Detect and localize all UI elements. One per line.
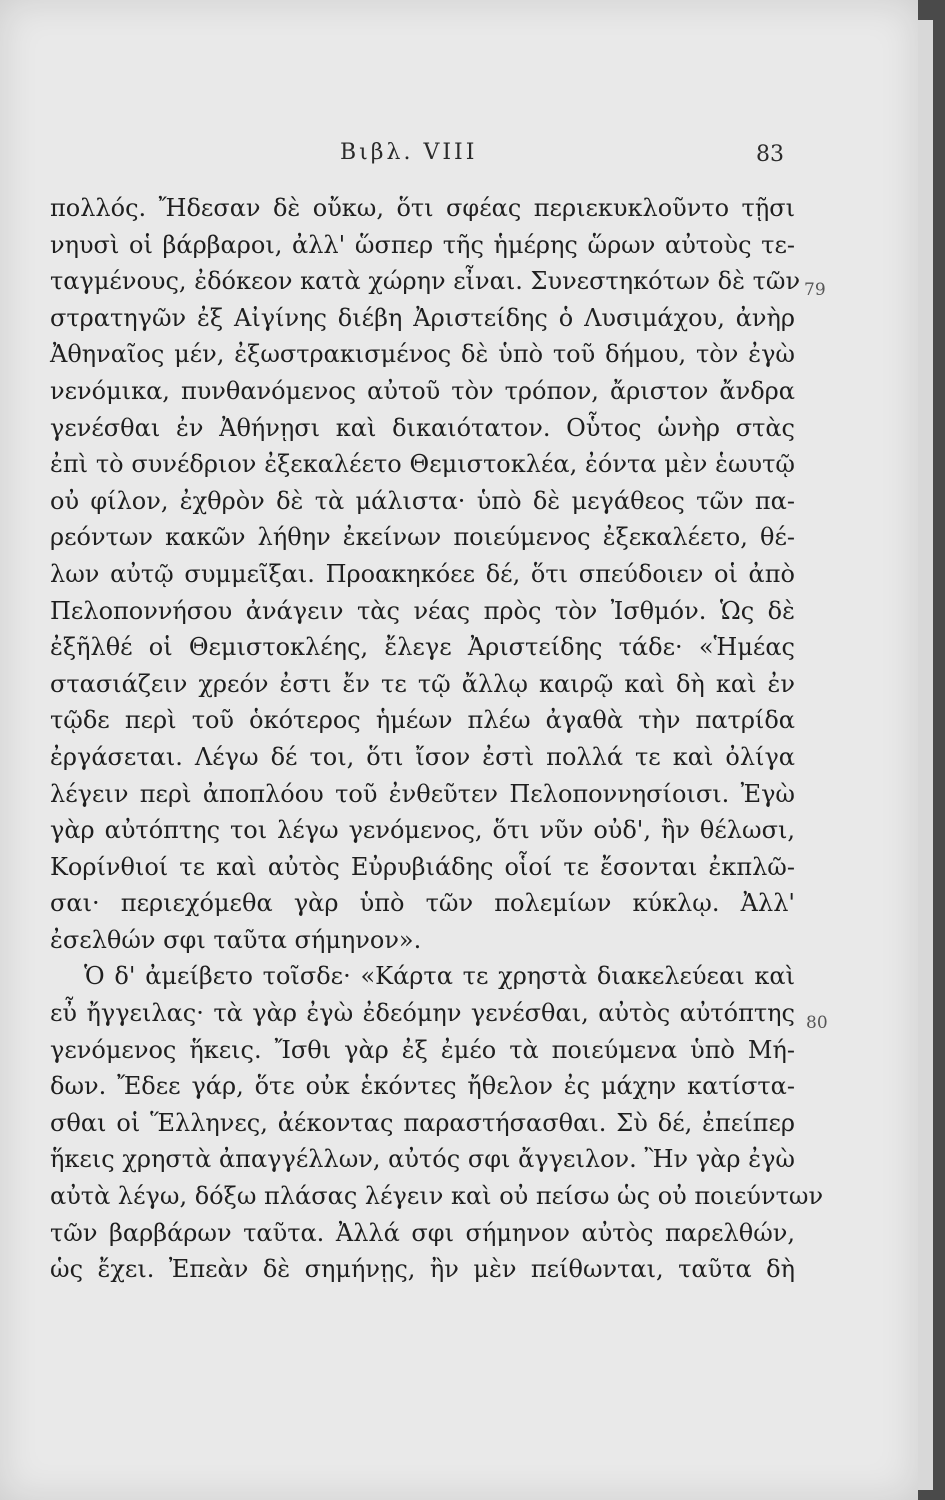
text-line: ἐξῆλθέ οἱ Θεμιστοκλέης, ἔλεγε Ἀριστείδης τάδε· «Ἡμέας: [50, 633, 795, 662]
text-line: Ἀθηναῖος μέν, ἐξωστρακισμένος δὲ ὑπὸ τοῦ δήμου, τὸν ἐγὼ: [50, 340, 795, 369]
text-line: τῷδε περὶ τοῦ ὁκότερος ἡμέων πλέω ἀγαθὰ τὴν πατρίδα: [50, 706, 795, 735]
page-number: 83: [756, 142, 784, 167]
text-line: στρατηγῶν ἐξ Αἰγίνης διέβη Ἀριστείδης ὁ Λυσιμάχου, ἀνὴρ: [50, 303, 795, 332]
text-line: ὡς ἔχει. Ἐπεὰν δὲ σημήνῃς, ἢν μὲν πείθωνται, ταῦτα δὴ: [50, 1255, 795, 1284]
text-line: λων αὐτῷ συμμεῖξαι. Προακηκόεε δέ, ὅτι σπεύδοιεν οἱ ἀπὸ: [50, 559, 795, 588]
text-line: γενόμενος ἥκεις. Ἴσθι γὰρ ἐξ ἐμέο τὰ ποιεύμενα ὑπὸ Μή-: [50, 1035, 795, 1064]
running-title: Βιβλ. VIII: [340, 140, 478, 165]
text-line: γενέσθαι ἐν Ἀθήνῃσι καὶ δικαιότατον. Οὗτος ὡνὴρ στὰς: [50, 413, 795, 442]
text-line: σθαι οἱ Ἕλληνες, ἀέκοντας παραστήσασθαι. Σὺ δέ, ἐπείπερ: [50, 1108, 795, 1137]
margin-section-number: 79: [804, 280, 826, 300]
text-line: Πελοποννήσου ἀνάγειν τὰς νέας πρὸς τὸν Ἰσθμόν. Ὡς δὲ: [50, 596, 795, 625]
text-line: ἐργάσεται. Λέγω δέ τοι, ὅτι ἴσον ἐστὶ πολλά τε καὶ ὀλίγα: [50, 742, 795, 771]
text-line: ἐπὶ τὸ συνέδριον ἐξεκαλέετο Θεμιστοκλέα, ἐόντα μὲν ἑωυτῷ: [50, 450, 795, 479]
text-line: Κορίνθιοί τε καὶ αὐτὸς Εὐρυβιάδης οἷοί τε ἔσονται ἐκπλῶ-: [50, 852, 795, 881]
text-line: γὰρ αὐτόπτης τοι λέγω γενόμενος, ὅτι νῦν οὐδ', ἢν θέλωσι,: [50, 816, 795, 845]
text-line: οὐ φίλον, ἐχθρὸν δὲ τὰ μάλιστα· ὑπὸ δὲ μεγάθεος τῶν πα-: [50, 486, 795, 515]
text-line: Ὁ δ' ἀμείβετο τοῖσδε· «Κάρτα τε χρηστὰ διακελεύεαι καὶ: [84, 962, 795, 991]
text-line: στασιάζειν χρεόν ἐστι ἔν τε τῷ ἄλλῳ καιρῷ καὶ δὴ καὶ ἐν: [50, 669, 795, 698]
text-line: ἐσελθών σφι ταῦτα σήμηνον».: [50, 925, 422, 954]
text-line: δων. Ἔδεε γάρ, ὅτε οὐκ ἑκόντες ἤθελον ἐς μάχην κατίστα-: [50, 1072, 795, 1101]
running-header: [0, 140, 918, 180]
text-line: εὖ ἤγγειλας· τὰ γὰρ ἐγὼ ἐδεόμην γενέσθαι, αὐτὸς αὐτόπτης: [50, 999, 795, 1028]
text-line: πολλός. Ἤδεσαν δὲ οὔκω, ὅτι σφέας περιεκυκλοῦντο τῇσι: [50, 194, 795, 222]
margin-section-number: 80: [806, 1013, 828, 1033]
text-line: νενόμικα, πυνθανόμενος αὐτοῦ τὸν τρόπον, ἄριστον ἄνδρα: [50, 376, 795, 405]
text-line: σαι· περιεχόμεθα γὰρ ὑπὸ τῶν πολεμίων κύκλῳ. Ἀλλ': [50, 889, 795, 918]
text-line: ἥκεις χρηστὰ ἀπαγγέλλων, αὐτός σφι ἄγγειλον. Ἢν γὰρ ἐγὼ: [50, 1145, 795, 1174]
text-line: ταγμένους, ἐδόκεον κατὰ χώρην εἶναι. Συνεστηκότων δὲ τῶν: [50, 267, 801, 296]
text-line: ρεόντων κακῶν λήθην ἐκείνων ποιεύμενος ἐξεκαλέετο, θέ-: [50, 523, 795, 552]
text-line: νηυσὶ οἱ βάρβαροι, ἀλλ' ὥσπερ τῆς ἡμέρης ὥρων αὐτοὺς τε-: [50, 230, 795, 259]
text-line: λέγειν περὶ ἀποπλόου τοῦ ἐνθεῦτεν Πελοποννησίοισι. Ἐγὼ: [50, 779, 795, 808]
text-line: αὐτὰ λέγω, δόξω πλάσας λέγειν καὶ οὐ πείσω ὡς οὐ ποιεύντων: [50, 1182, 824, 1211]
text-line: τῶν βαρβάρων ταῦτα. Ἀλλά σφι σήμηνον αὐτὸς παρελθών,: [50, 1218, 795, 1247]
